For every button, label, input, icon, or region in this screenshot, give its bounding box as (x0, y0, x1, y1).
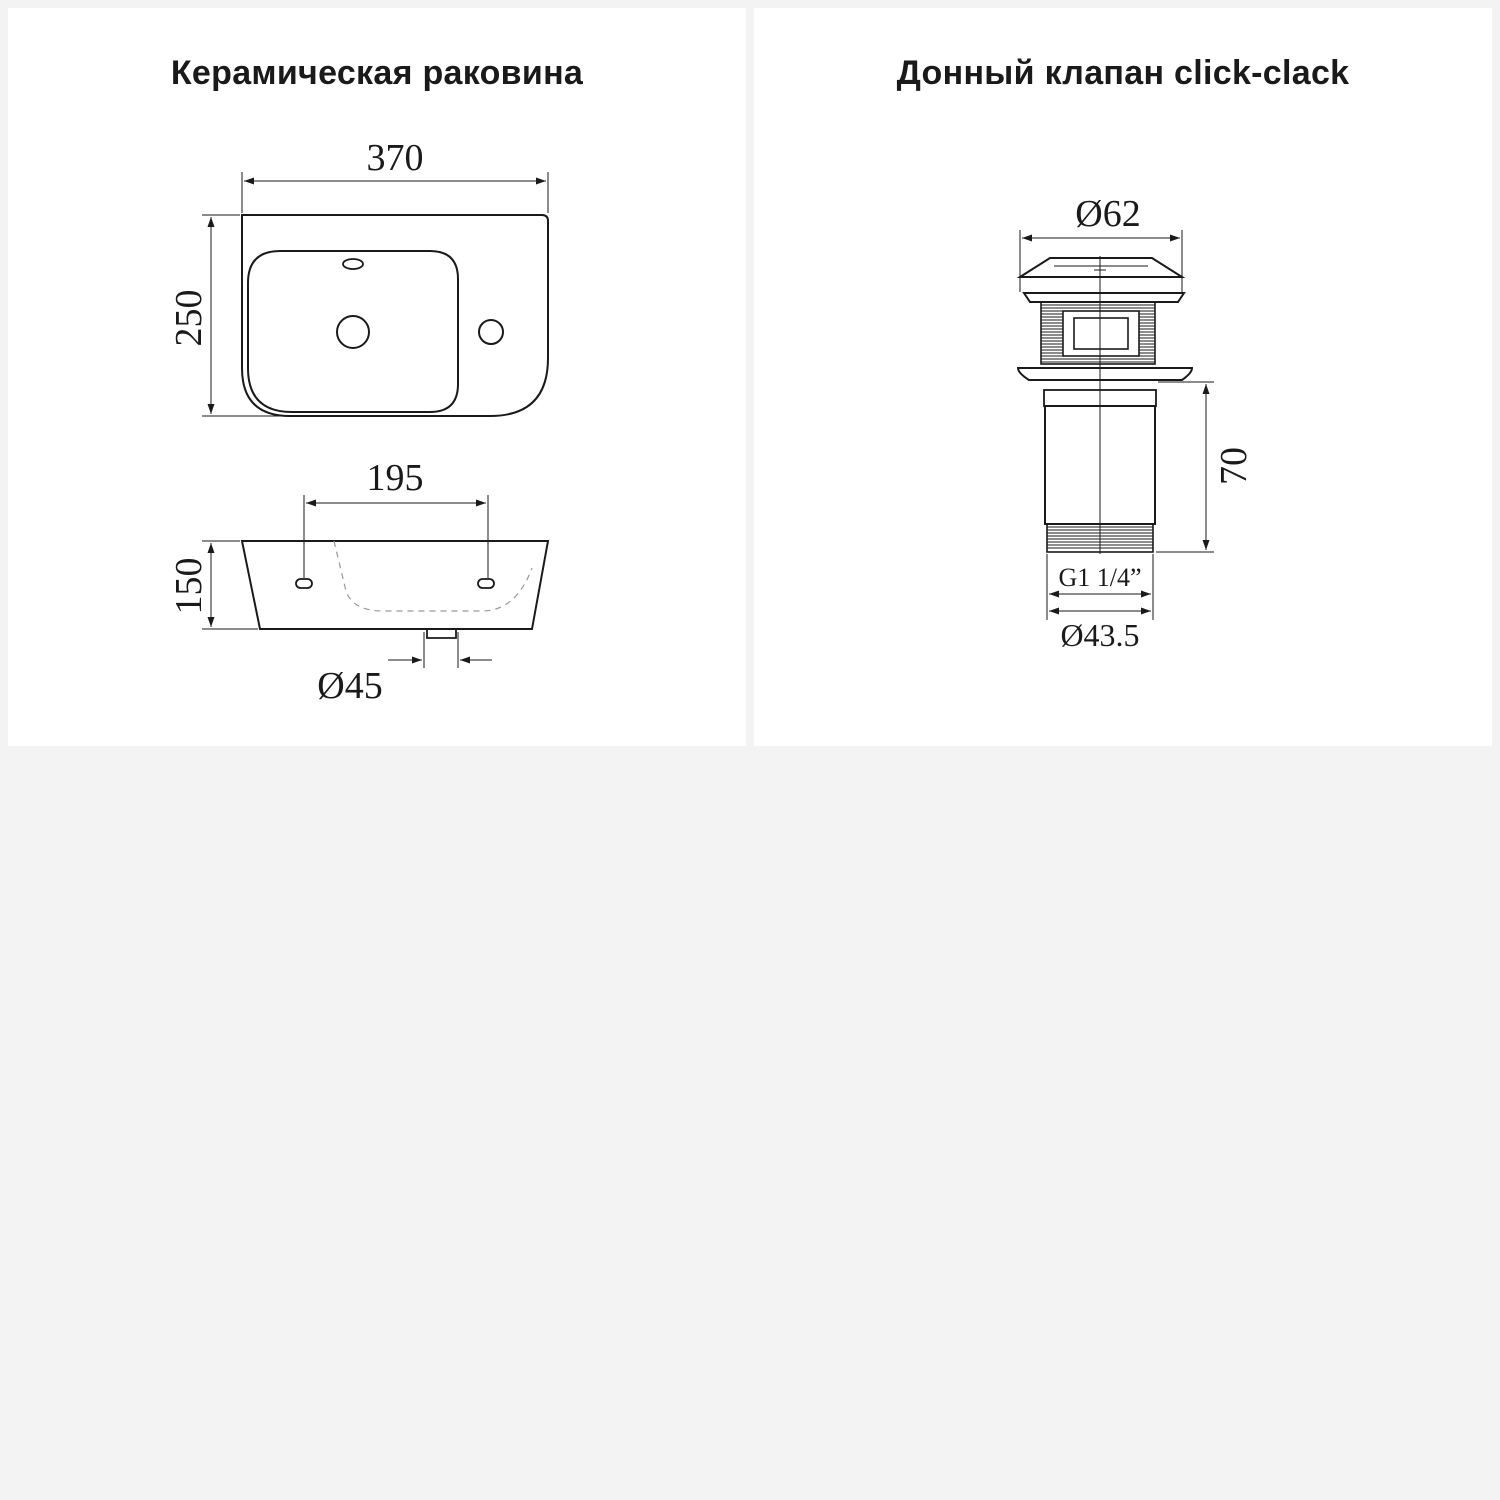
hole-spacing-label: 195 (366, 457, 424, 499)
body-label: Ø43.5 (1060, 617, 1140, 653)
sink-panel-title: Керамическая раковина (170, 54, 584, 92)
sink-drawing-panel (8, 8, 746, 746)
sink-top-view (242, 215, 548, 416)
mount-hole-icon (296, 579, 312, 588)
valve-drawing (754, 8, 1492, 746)
tap-hole-icon (479, 320, 503, 344)
drain-label: Ø45 (317, 665, 383, 707)
thread-label: G1 1/4” (1058, 563, 1142, 592)
drain-dimension (317, 632, 492, 707)
width-label: 370 (366, 137, 424, 179)
thread-dimension (1047, 554, 1153, 653)
length-dimension (1156, 382, 1255, 552)
width-dimension (242, 137, 548, 213)
sink-drawing (8, 8, 746, 746)
drain-hole-icon (337, 316, 369, 348)
valve-panel-title: Донный клапан click-clack (896, 54, 1350, 92)
depth-dimension (168, 215, 288, 416)
cap-label: Ø62 (1075, 193, 1141, 235)
overflow-icon (343, 259, 363, 269)
height-label: 150 (168, 557, 210, 615)
hole-spacing-dimension (304, 457, 488, 578)
depth-label: 250 (168, 289, 210, 347)
mount-hole-icon (478, 579, 494, 588)
valve-drawing-panel (754, 8, 1492, 746)
sink-side-view (242, 541, 548, 638)
length-label: 70 (1213, 447, 1255, 485)
valve-body (1018, 256, 1192, 554)
